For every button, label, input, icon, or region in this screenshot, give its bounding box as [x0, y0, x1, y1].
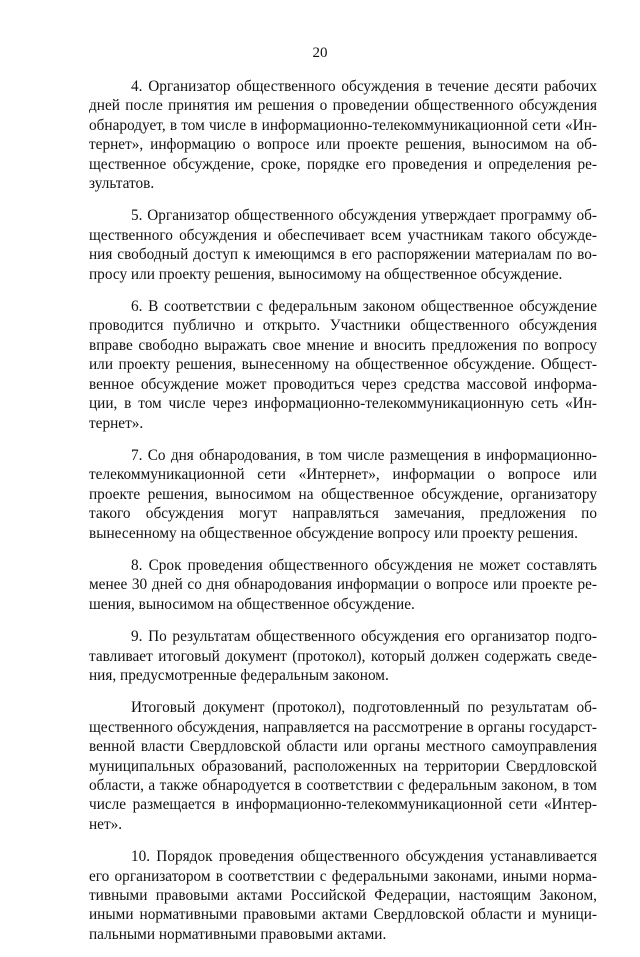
- paragraph-7: 7. Со дня обнародования, в том числе размещения в информационно-телекоммуникационной сети «Интернет», информации о вопросе или проекте решения, выносимом на общественное обсуждение, организатору такого обсуждения могут направляться замечания, предложения по вынесенному на общественное обсуждение вопросу или проекту решения.: [89, 446, 597, 542]
- paragraph-6: 6. В соответствии с федеральным законом общественное обсуждение проводится публично и открыто. Участники общественного обсуждения вправе свободно выражать свое мнение и вносить предложения по вопросу или проекту решения, вынесенному на общественное обсуждение. Общественное обсуждение может проводиться через средства массовой информации, в том числе через информационно-телекоммуникационную сеть «Интернет».: [89, 298, 597, 432]
- paragraph-10: 10. Порядок проведения общественного обсуждения устанавливается его организатором в соответствии с федеральными законами, иными нормативными правовыми актами Российской Федерации, настоящим Законом, иными нормативными правовыми актами Свердловской области и муниципальными нормативными правовыми актами.: [89, 848, 597, 943]
- page-number: 20: [312, 45, 328, 61]
- paragraph-9: 9. По результатам общественного обсуждения его организатор подготавливает итоговый документ (протокол), который должен содержать сведения, предусмотренные федеральным законом.: [89, 628, 597, 684]
- paragraph-4: 4. Организатор общественного обсуждения в течение десяти рабочих дней после принятия им решения о проведении общественного обсуждения обнародует, в том числе в информационно-телекоммуникационной сети «Интернет», информацию о вопросе или проекте решения, выносимом на общественное обсуждение, сроке, порядке его проведения и определения результатов.: [89, 78, 597, 193]
- paragraph-5: 5. Организатор общественного обсуждения утверждает программу общественного обсуждения и обеспечивает всем участникам такого обсуждения свободный доступ к имеющимся в его распоряжении материалам по вопросу или проекту решения, выносимому на общественное обсуждение.: [89, 207, 597, 283]
- paragraph-9-continuation: Итоговый документ (протокол), подготовленный по результатам общественного обсуждения, направляется на рассмотрение в органы государственной власти Свердловской области или органы местного самоуправления муниципальных образований, расположенных на территории Свердловской области, а также обнародуется в соответствии с федеральным законом, в том числе размещается в информационно-телекоммуникационной сети «Интернет».: [89, 699, 597, 833]
- document-body: [89, 77, 597, 957]
- paragraph-8: 8. Срок проведения общественного обсуждения не может составлять менее 30 дней со дня обнародования информации о вопросе или проекте решения, выносимом на общественное обсуждение.: [89, 556, 597, 613]
